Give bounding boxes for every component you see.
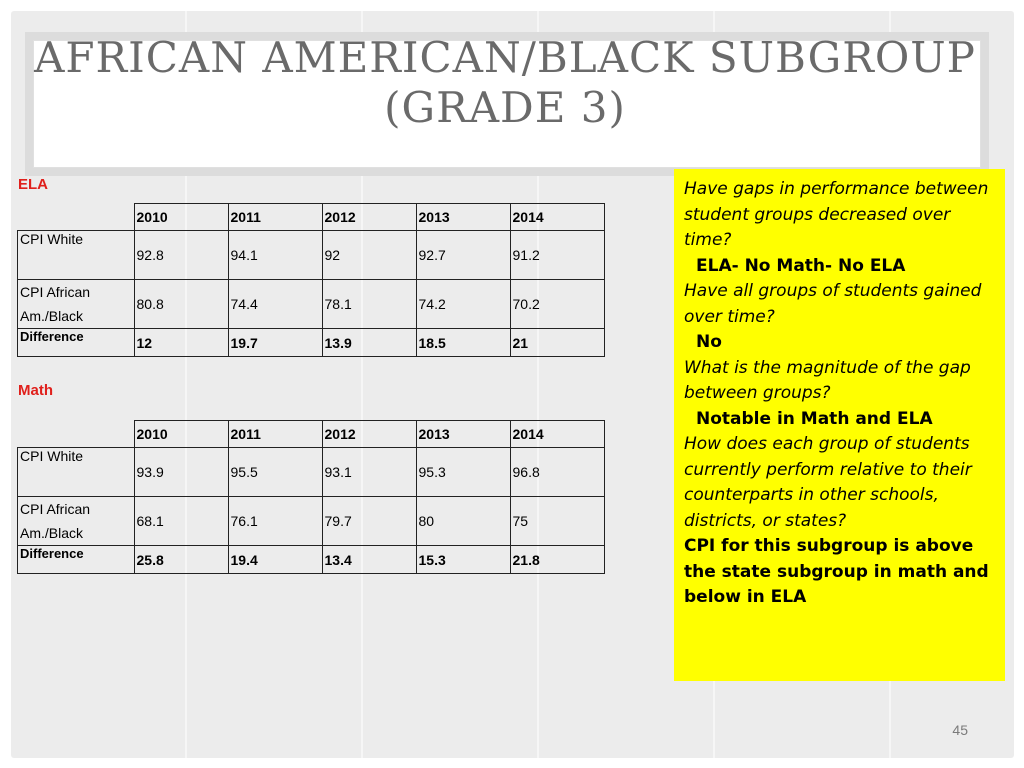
math-table — [17, 420, 605, 574]
year-header: 2014 — [510, 204, 604, 231]
table-cell: 94.1 — [228, 231, 322, 280]
slide-title — [30, 33, 980, 133]
table-cell: 74.2 — [416, 280, 510, 329]
table-header-row — [18, 421, 605, 448]
callout-question: Have gaps in performance between student groups decreased over time? — [684, 179, 989, 250]
title-line-2: (GRADE 3) — [384, 83, 626, 132]
table-cell: 74.4 — [228, 280, 322, 329]
table-cell: 68.1 — [134, 497, 228, 546]
table-cell: 96.8 — [510, 448, 604, 497]
callout-answer: No — [696, 332, 722, 352]
table-cell: 95.3 — [416, 448, 510, 497]
year-header: 2013 — [416, 421, 510, 448]
table-row — [18, 546, 605, 574]
table-cell: 70.2 — [510, 280, 604, 329]
table-cell: 79.7 — [322, 497, 416, 546]
ela-table — [17, 203, 605, 357]
row-label: CPI White — [18, 231, 135, 280]
callout-question: Have all groups of students gained over time? — [684, 281, 982, 327]
row-label: Difference — [18, 329, 135, 357]
table-cell: 93.9 — [134, 448, 228, 497]
callout-conclusion: CPI for this subgroup is above the state subgroup in math and below in ELA — [684, 536, 989, 607]
row-label: CPI White — [18, 448, 135, 497]
table-cell: 80 — [416, 497, 510, 546]
math-section-label: Math — [18, 382, 53, 399]
callout-answer: ELA- No Math- No ELA — [696, 255, 906, 276]
callout-question: How does each group of students currently perform relative to their counterparts in other schools, districts, or states? — [684, 434, 972, 531]
header-blank-cell — [18, 204, 135, 231]
year-header: 2012 — [322, 421, 416, 448]
year-header: 2013 — [416, 204, 510, 231]
page-number: 45 — [952, 722, 968, 738]
table-cell: 93.1 — [322, 448, 416, 497]
callout-answer: Notable in Math and ELA — [696, 408, 933, 429]
year-header: 2012 — [322, 204, 416, 231]
table-row — [18, 280, 605, 329]
table-cell: 92.7 — [416, 231, 510, 280]
row-label: Difference — [18, 546, 135, 574]
table-cell: 92 — [322, 231, 416, 280]
table-row — [18, 497, 605, 546]
table-cell: 78.1 — [322, 280, 416, 329]
row-label: CPI African Am./Black — [18, 497, 135, 546]
table-cell: 80.8 — [134, 280, 228, 329]
ela-section-label: ELA — [18, 176, 48, 193]
table-cell: 12 — [134, 329, 228, 357]
table-row — [18, 231, 605, 280]
callout-question: What is the magnitude of the gap between groups? — [684, 357, 971, 403]
table-row — [18, 329, 605, 357]
header-blank-cell — [18, 421, 135, 448]
table-cell: 25.8 — [134, 546, 228, 574]
table-row — [18, 448, 605, 497]
table-cell: 15.3 — [416, 546, 510, 574]
table-cell: 13.4 — [322, 546, 416, 574]
table-cell: 18.5 — [416, 329, 510, 357]
table-cell: 91.2 — [510, 231, 604, 280]
table-cell: 19.7 — [228, 329, 322, 357]
callout-box — [674, 169, 1005, 681]
table-cell: 21.8 — [510, 546, 604, 574]
table-header-row — [18, 204, 605, 231]
title-line-1: AFRICAN AMERICAN/BLACK SUBGROUP — [34, 33, 976, 82]
table-cell: 19.4 — [228, 546, 322, 574]
table-cell: 92.8 — [134, 231, 228, 280]
year-header: 2010 — [134, 421, 228, 448]
year-header: 2010 — [134, 204, 228, 231]
table-cell: 76.1 — [228, 497, 322, 546]
year-header: 2011 — [228, 204, 322, 231]
table-cell: 75 — [510, 497, 604, 546]
row-label: CPI African Am./Black — [18, 280, 135, 329]
year-header: 2011 — [228, 421, 322, 448]
table-cell: 95.5 — [228, 448, 322, 497]
year-header: 2014 — [510, 421, 604, 448]
table-cell: 13.9 — [322, 329, 416, 357]
table-cell: 21 — [510, 329, 604, 357]
